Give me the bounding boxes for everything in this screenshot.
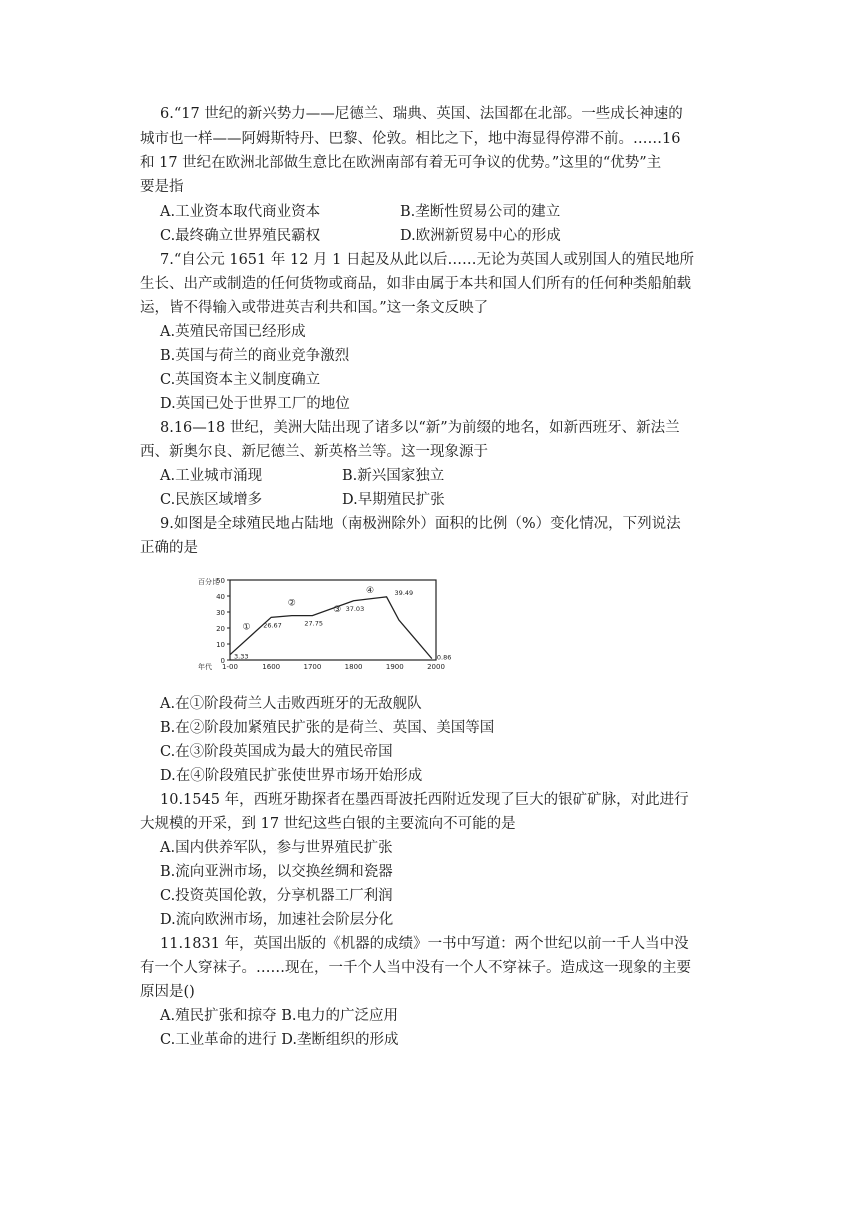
q8-option-a[interactable]: A.工业城市涌现 bbox=[160, 468, 263, 484]
q6-option-b[interactable]: B.垄断性贸易公司的建立 bbox=[400, 204, 561, 220]
q11-stem-line-2: 有一个人穿袜子。……现在，一千个人当中没有一个人不穿袜子。造成这一现象的主要 bbox=[140, 960, 691, 976]
q7-option-a[interactable]: A.英殖民帝国已经形成 bbox=[160, 324, 306, 340]
q9-option-d[interactable]: D.在④阶段殖民扩张使世界市场开始形成 bbox=[160, 768, 423, 784]
y-tick-label: 0 bbox=[220, 657, 225, 665]
q11-stem-line-3: 原因是() bbox=[140, 984, 195, 1000]
data-label: 3.33 bbox=[234, 652, 249, 661]
x-tick-label: 2000 bbox=[427, 663, 445, 671]
data-label: 26.67 bbox=[263, 621, 282, 630]
q6-stem-line-4: 要是指 bbox=[140, 179, 184, 195]
y-tick-label: 20 bbox=[216, 625, 225, 633]
x-tick-label: 1800 bbox=[344, 663, 363, 671]
q6-option-d[interactable]: D.欧洲新贸易中心的形成 bbox=[400, 228, 561, 244]
colonial-area-line-chart bbox=[168, 572, 452, 672]
q8-option-b[interactable]: B.新兴国家独立 bbox=[342, 468, 445, 484]
q11-option-cd[interactable]: C.工业革命的进行 D.垄断组织的形成 bbox=[160, 1032, 399, 1048]
x-tick-label: 1600 bbox=[262, 663, 281, 671]
stage-marker: ② bbox=[287, 598, 296, 609]
q8-stem-line-1: 8.16—18 世纪，美洲大陆出现了诸多以“新”为前缀的地名，如新西班牙、新法兰 bbox=[160, 420, 680, 436]
q7-stem-line-2: 生长、出产或制造的任何货物或商品，如非由属于本共和国人们所有的任何种类船舶载 bbox=[140, 276, 691, 292]
data-label: 0.86 bbox=[436, 653, 452, 662]
q11-stem-line-1: 11.1831 年，英国出版的《机器的成绩》一书中写道：两个世纪以前一千人当中没 bbox=[160, 936, 689, 952]
q7-option-d[interactable]: D.英国已处于世界工厂的地位 bbox=[160, 396, 350, 412]
q10-option-a[interactable]: A.国内供养军队，参与世界殖民扩张 bbox=[160, 840, 393, 856]
stage-marker: ① bbox=[242, 622, 251, 633]
q6-stem-line-2: 城市也一样——阿姆斯特丹、巴黎、伦敦。相比之下，地中海显得停滞不前。……16 bbox=[140, 131, 681, 147]
series-line bbox=[230, 597, 432, 659]
stage-marker: ④ bbox=[366, 585, 375, 596]
x-tick-label: 1900 bbox=[385, 663, 404, 671]
q7-stem-line-1: 7.“自公元 1651 年 12 月 1 日起及从此以后……无论为英国人或别国人的殖民地所 bbox=[160, 252, 694, 268]
q10-stem-line-1: 10.1545 年，西班牙勘探者在墨西哥波托西附近发现了巨大的银矿矿脉，对此进行 bbox=[160, 792, 689, 808]
data-label: 27.75 bbox=[304, 619, 324, 628]
q6-stem-line-1: 6.“17 世纪的新兴势力——尼德兰、瑞典、英国、法国都在北部。一些成长神速的 bbox=[160, 106, 683, 122]
x-tick-label: 1700 bbox=[303, 663, 322, 671]
stage-marker: ③ bbox=[333, 605, 342, 615]
x-axis-label: 年代 bbox=[198, 663, 212, 671]
q11-option-ab[interactable]: A.殖民扩张和掠夺 B.电力的广泛应用 bbox=[160, 1008, 398, 1024]
q8-option-d[interactable]: D.早期殖民扩张 bbox=[342, 492, 445, 508]
q6-option-c[interactable]: C.最终确立世界殖民霸权 bbox=[160, 228, 321, 244]
q8-stem-line-2: 西、新奥尔良、新尼德兰、新英格兰等。这一现象源于 bbox=[140, 444, 488, 460]
q7-option-c[interactable]: C.英国资本主义制度确立 bbox=[160, 372, 321, 388]
q10-stem-line-2: 大规模的开采，到 17 世纪这些白银的主要流向不可能的是 bbox=[140, 816, 516, 832]
q9-option-b[interactable]: B.在②阶段加紧殖民扩张的是荷兰、英国、美国等国 bbox=[160, 720, 495, 736]
y-axis-label: 百分比 bbox=[198, 578, 219, 586]
y-tick-label: 10 bbox=[216, 641, 225, 649]
data-label: 39.49 bbox=[394, 588, 414, 597]
q8-option-c[interactable]: C.民族区域增多 bbox=[160, 492, 263, 508]
q9-option-a[interactable]: A.在①阶段荷兰人击败西班牙的无敌舰队 bbox=[160, 696, 422, 712]
q10-option-c[interactable]: C.投资英国伦敦，分享机器工厂利润 bbox=[160, 888, 393, 904]
y-tick-label: 50 bbox=[216, 577, 225, 585]
q7-option-b[interactable]: B.英国与荷兰的商业竞争激烈 bbox=[160, 348, 350, 364]
q10-option-d[interactable]: D.流向欧洲市场，加速社会阶层分化 bbox=[160, 912, 394, 928]
q10-option-b[interactable]: B.流向亚洲市场，以交换丝绸和瓷器 bbox=[160, 864, 393, 880]
y-tick-label: 40 bbox=[216, 593, 225, 601]
q9-stem-line-1: 9.如图是全球殖民地占陆地（南极洲除外）面积的比例（%）变化情况，下列说法 bbox=[160, 516, 681, 532]
q9-stem-line-2: 正确的是 bbox=[140, 540, 198, 556]
y-tick-label: 30 bbox=[216, 609, 225, 617]
q7-stem-line-3: 运，皆不得输入或带进英吉利共和国。”这一条文反映了 bbox=[140, 300, 489, 316]
q6-option-a[interactable]: A.工业资本取代商业资本 bbox=[160, 204, 321, 220]
q9-option-c[interactable]: C.在③阶段英国成为最大的殖民帝国 bbox=[160, 744, 393, 760]
data-label: 37.03 bbox=[345, 604, 365, 613]
q6-stem-line-3: 和 17 世纪在欧洲北部做生意比在欧洲南部有着无可争议的优势。”这里的“优势”主 bbox=[140, 155, 662, 171]
x-tick-label: 1-00 bbox=[222, 663, 238, 671]
